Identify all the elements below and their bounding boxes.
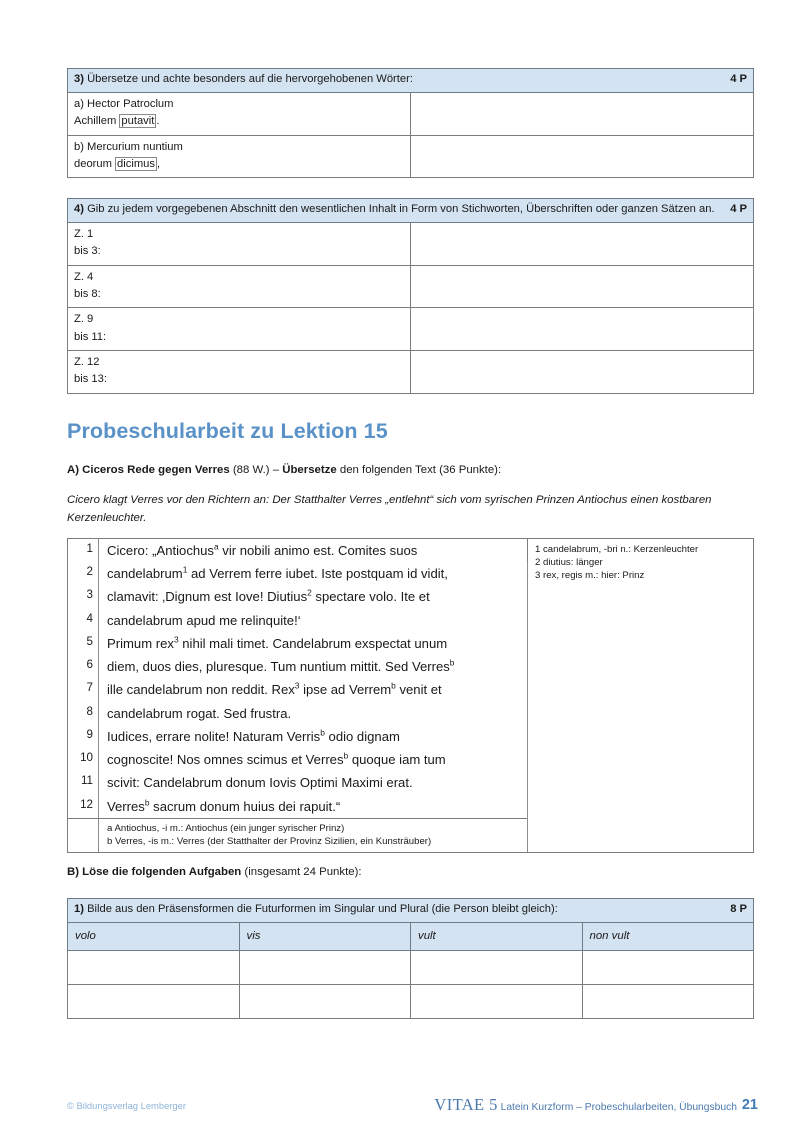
page-number: 21 (741, 1097, 758, 1113)
task-3-header-cell (68, 69, 754, 93)
page-title: Probeschularbeit zu Lektion 15 (67, 419, 388, 443)
task-3-header-row (68, 69, 754, 93)
task-4-answer-1[interactable] (411, 222, 754, 265)
latin-line-text: clamavit: ‚Dignum est Iove! Diutius$^2$ spectare volo. Ite et (99, 585, 528, 608)
task-1-table (67, 898, 754, 1019)
task-4-row (68, 222, 754, 265)
latin-line-text: candelabrum rogat. Sed frustra. (99, 702, 528, 725)
latin-line-row (68, 539, 754, 563)
task-3-table (67, 68, 754, 178)
task-4-range-3-line2: bis 11: (74, 330, 107, 343)
task-1-answer-cell[interactable] (411, 951, 583, 985)
task-1-answer-cell[interactable] (239, 985, 411, 1019)
task-1-answer-cell[interactable] (68, 985, 240, 1019)
task-1-number: 1) (74, 903, 84, 915)
task-3-instruction: Übersetze und achte besonders auf die hervorgehobenen Wörter: (87, 73, 413, 85)
task-1-column-vult: vult (411, 922, 583, 950)
proper-name-footnotes (99, 818, 528, 852)
latin-line-text: scivit: Candelabrum donum Iovis Optimi Maximi erat. (99, 771, 528, 794)
section-a-title: A) Ciceros Rede gegen Verres (67, 464, 230, 476)
task-3-prompt-b-line2 (74, 156, 404, 173)
footer-series-name: VITAE 5 (434, 1095, 498, 1114)
task-3-prompt-a-line1: a) Hector Patroclum (74, 97, 174, 110)
task-3-prompt-a-post: . (156, 115, 160, 128)
section-a-verb: Übersetze (282, 464, 337, 476)
latin-line-text: Iudices, errare nolite! Naturam Verris$^b$ odio dignam (99, 725, 528, 748)
latin-line-number: 12 (68, 795, 99, 819)
task-3-prompt-b-line1: b) Mercurium nuntium (74, 140, 183, 153)
latin-line-number: 11 (68, 771, 99, 794)
task-4-range-1-line2: bis 3: (74, 245, 101, 258)
footer-series-subtitle: Latein Kurzform – Probeschularbeiten, Übungsbuch (500, 1102, 737, 1113)
latin-line-number: 8 (68, 702, 99, 725)
latin-line-text: ille candelabrum non reddit. Rex$^3$ ipse ad Verrem$^b$ venit et (99, 678, 528, 701)
footer-series (0, 1095, 737, 1115)
task-4-range-4-line1: Z. 12 (74, 356, 100, 369)
task-3-points: 4 P (730, 73, 747, 85)
latin-line-text: Primum rex$^3$ nihil mali timet. Candelabrum exspectat unum (99, 632, 528, 655)
section-b-heading (67, 864, 757, 882)
task-4-range-4 (68, 351, 411, 394)
section-a-points: den folgenden Text (36 Punkte): (336, 464, 502, 476)
task-4-instruction: Gib zu jedem vorgegebenen Abschnitt den wesentlichen Inhalt in Form von Stichworten, Überschriften oder ganzen Sätzen an. (87, 203, 715, 215)
section-a-heading (67, 462, 757, 480)
task-4-range-3 (68, 308, 411, 351)
task-3-row-a (68, 92, 754, 135)
task-4-range-2-line1: Z. 4 (74, 270, 94, 283)
task-3-row-b (68, 135, 754, 178)
latin-line-number: 6 (68, 655, 99, 678)
latin-line-number: 3 (68, 585, 99, 608)
latin-line-text: candelabrum apud me relinquite!‘ (99, 609, 528, 632)
task-4-range-2 (68, 265, 411, 308)
latin-text-body (68, 539, 754, 853)
vocabulary-entry: 1 candelabrum, -bri n.: Kerzenleuchter (535, 544, 699, 555)
task-4-row (68, 351, 754, 394)
section-b-title: B) Löse die folgenden Aufgaben (67, 866, 242, 878)
task-4-range-4-line2: bis 13: (74, 373, 107, 386)
latin-line-text: Verres$^b$ sacrum donum huius dei rapuit.“ (99, 795, 528, 819)
task-4-range-2-line2: bis 8: (74, 287, 101, 300)
task-4-points: 4 P (730, 203, 747, 215)
task-1-answer-cell[interactable] (411, 985, 583, 1019)
latin-line-number: 9 (68, 725, 99, 748)
task-3-prompt-a (68, 92, 411, 135)
task-4-answer-4[interactable] (411, 351, 754, 394)
latin-line-number: 10 (68, 748, 99, 771)
latin-line-text: candelabrum$^1$ ad Verrem ferre iubet. Iste postquam id vidit, (99, 562, 528, 585)
section-a-intro: Cicero klagt Verres vor den Richtern an: Der Statthalter Verres „entlehnt“ sich vom syrischen Prinzen Antiochus einen kostbaren Kerzenleuchter. (67, 494, 712, 524)
task-3-highlight-a: putavit (121, 115, 155, 128)
task-4-header-row (68, 199, 754, 223)
task-3-prompt-b (68, 135, 411, 178)
task-1-answer-cell[interactable] (68, 951, 240, 985)
footnote-entry: b Verres, -is m.: Verres (der Statthalter der Provinz Sizilien, ein Kunsträuber) (107, 836, 432, 848)
task-4-header-cell (68, 199, 754, 223)
task-1-answer-cell[interactable] (239, 951, 411, 985)
latin-text-table (67, 538, 754, 853)
task-1-column-vis: vis (239, 922, 411, 950)
latin-line-text: Cicero: „Antiochus$^a$ vir nobili animo est. Comites suos (99, 539, 528, 563)
task-1-header-row (68, 899, 754, 923)
task-1-answer-cell[interactable] (582, 985, 754, 1019)
latin-line-number: 4 (68, 609, 99, 632)
task-1-column-header-row (68, 922, 754, 950)
task-4-range-1-line1: Z. 1 (74, 227, 94, 240)
latin-line-number: 7 (68, 678, 99, 701)
task-1-answer-row (68, 985, 754, 1019)
task-3-prompt-b-pre: deorum (74, 157, 116, 170)
task-4-answer-3[interactable] (411, 308, 754, 351)
task-4-table (67, 198, 754, 394)
task-4-row (68, 308, 754, 351)
task-3-prompt-b-post: , (156, 157, 161, 170)
footer-copyright: © Bildungsverlag Lemberger (67, 1100, 186, 1111)
task-4-range-3-line1: Z. 9 (74, 313, 94, 326)
task-1-column-volo: volo (68, 922, 240, 950)
latin-line-text: cognoscite! Nos omnes scimus et Verres$^b$ quoque iam tum (99, 748, 528, 771)
vocabulary-entry: 3 rex, regis m.: hier: Prinz (535, 570, 645, 582)
task-1-column-non-vult: non vult (582, 922, 754, 950)
task-1-answer-row (68, 951, 754, 985)
task-4-answer-2[interactable] (411, 265, 754, 308)
task-1-points: 8 P (730, 903, 747, 915)
latin-line-number: 5 (68, 632, 99, 655)
task-4-range-1 (68, 222, 411, 265)
task-3-prompt-a-line2 (74, 113, 404, 130)
latin-line-number: 2 (68, 562, 99, 585)
section-b-points: (insgesamt 24 Punkte): (241, 866, 362, 878)
latin-line-text: diem, duos dies, pluresque. Tum nuntium mittit. Sed Verres$^b$ (99, 655, 528, 678)
task-3-answer-b[interactable] (411, 135, 754, 178)
footnote-number-spacer (68, 818, 99, 852)
latin-line-number: 1 (68, 539, 99, 563)
footnote-entry: a Antiochus, -i m.: Antiochus (ein junger syrischer Prinz) (107, 822, 345, 834)
vocabulary-entry: 2 diutius: länger (535, 557, 603, 569)
task-4-number: 4) (74, 203, 84, 215)
task-3-highlight-b: dicimus (117, 157, 155, 170)
section-a-wordcount: (88 W.) – (229, 464, 283, 476)
task-1-header-cell (68, 899, 754, 923)
task-3-answer-a[interactable] (411, 92, 754, 135)
task-3-number: 3) (74, 73, 84, 85)
task-4-row (68, 265, 754, 308)
task-1-answer-cell[interactable] (582, 951, 754, 985)
task-3-prompt-a-pre: Achillem (74, 115, 120, 128)
task-1-instruction: Bilde aus den Präsensformen die Futurformen im Singular und Plural (die Person bleibt gleich): (87, 903, 558, 915)
vocabulary-notes (528, 539, 754, 853)
